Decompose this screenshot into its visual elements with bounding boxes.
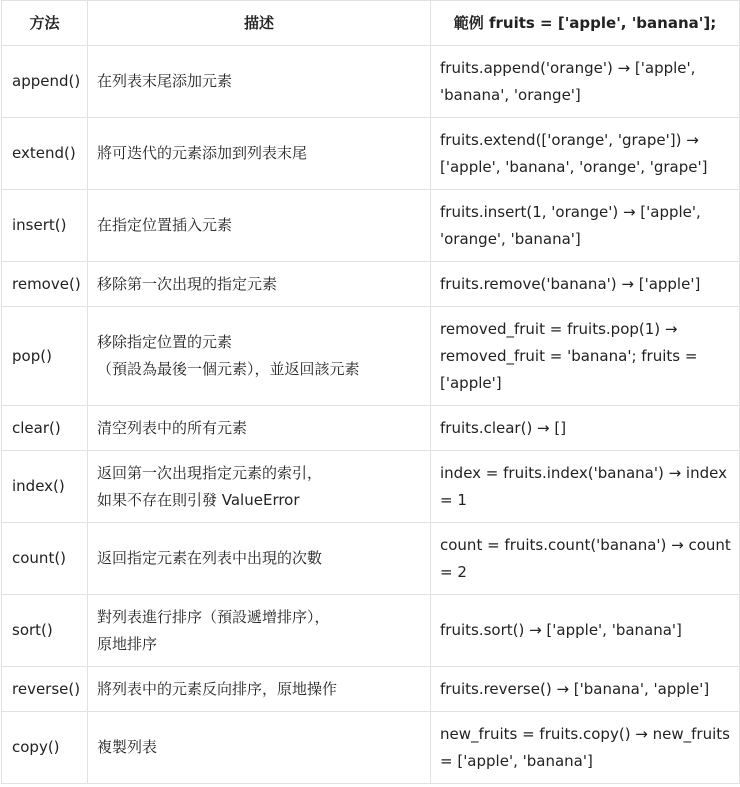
- description-cell: [88, 523, 431, 595]
- example-cell: new_fruits = fruits.copy() → new_fruits = ['apple', 'banana']: [431, 712, 740, 784]
- table-row: [2, 46, 740, 118]
- description-line: 複製列表: [97, 738, 158, 756]
- table-row: [2, 406, 740, 451]
- method-cell: sort(): [2, 595, 88, 667]
- description-line: 在列表末尾添加元素: [97, 72, 233, 90]
- table-row: [2, 667, 740, 712]
- method-cell: insert(): [2, 190, 88, 262]
- table-row: [2, 712, 740, 784]
- description-cell: [88, 667, 431, 712]
- table-row: [2, 262, 740, 307]
- description-cell: [88, 46, 431, 118]
- description-cell: [88, 451, 431, 523]
- method-cell: remove(): [2, 262, 88, 307]
- description-cell: [88, 595, 431, 667]
- example-cell: count = fruits.count('banana') → count = 2: [431, 523, 740, 595]
- method-cell: extend(): [2, 118, 88, 190]
- description-line: 將列表中的元素反向排序，原地操作: [97, 679, 338, 698]
- description-line: 返回第一次出現指定元素的索引，: [97, 463, 323, 482]
- header-example: 範例 fruits = ['apple', 'banana'];: [431, 1, 740, 46]
- example-cell: fruits.reverse() → ['banana', 'apple']: [431, 667, 740, 712]
- example-cell: fruits.sort() → ['apple', 'banana']: [431, 595, 740, 667]
- example-cell: fruits.insert(1, 'orange') → ['apple', 'orange', 'banana']: [431, 190, 740, 262]
- example-cell: fruits.remove('banana') → ['apple']: [431, 262, 740, 307]
- description-line: 在指定位置插入元素: [97, 216, 233, 234]
- example-cell: fruits.append('orange') → ['apple', 'banana', 'orange']: [431, 46, 740, 118]
- description-cell: [88, 190, 431, 262]
- table-row: [2, 118, 740, 190]
- description-line: 原地排序: [97, 634, 158, 653]
- description-line: （預設為最後一個元素），並返回該元素: [97, 360, 360, 378]
- method-cell: append(): [2, 46, 88, 118]
- method-cell: count(): [2, 523, 88, 595]
- header-method: 方法: [2, 1, 88, 46]
- description-cell: [88, 406, 431, 451]
- description-line: 清空列表中的所有元素: [97, 418, 248, 437]
- description-line: 如果不存在則引發 ValueError: [97, 490, 300, 509]
- description-line: 返回指定元素在列表中出現的次數: [97, 549, 323, 567]
- example-cell: fruits.extend(['orange', 'grape']) → ['apple', 'banana', 'orange', 'grape']: [431, 118, 740, 190]
- table-row: [2, 451, 740, 523]
- description-line: 對列表進行排序（預設遞增排序），: [97, 607, 330, 626]
- table-row: [2, 523, 740, 595]
- description-line: 將可迭代的元素添加到列表末尾: [97, 144, 308, 162]
- description-cell: [88, 262, 431, 307]
- description-line: 移除第一次出現的指定元素: [97, 274, 278, 293]
- description-cell: [88, 307, 431, 406]
- table-body: [2, 46, 740, 784]
- example-cell: removed_fruit = fruits.pop(1) → removed_fruit = 'banana'; fruits = ['apple']: [431, 307, 740, 406]
- description-cell: [88, 118, 431, 190]
- description-cell: [88, 712, 431, 784]
- header-row: [2, 1, 740, 46]
- method-cell: reverse(): [2, 667, 88, 712]
- example-cell: index = fruits.index('banana') → index = 1: [431, 451, 740, 523]
- method-cell: copy(): [2, 712, 88, 784]
- method-cell: clear(): [2, 406, 88, 451]
- header-description: 描述: [88, 1, 431, 46]
- list-methods-table: [1, 0, 740, 784]
- table-row: [2, 307, 740, 406]
- method-cell: index(): [2, 451, 88, 523]
- method-cell: pop(): [2, 307, 88, 406]
- description-line: 移除指定位置的元素: [97, 333, 233, 351]
- example-cell: fruits.clear() → []: [431, 406, 740, 451]
- table-header: [2, 1, 740, 46]
- table-row: [2, 595, 740, 667]
- table-row: [2, 190, 740, 262]
